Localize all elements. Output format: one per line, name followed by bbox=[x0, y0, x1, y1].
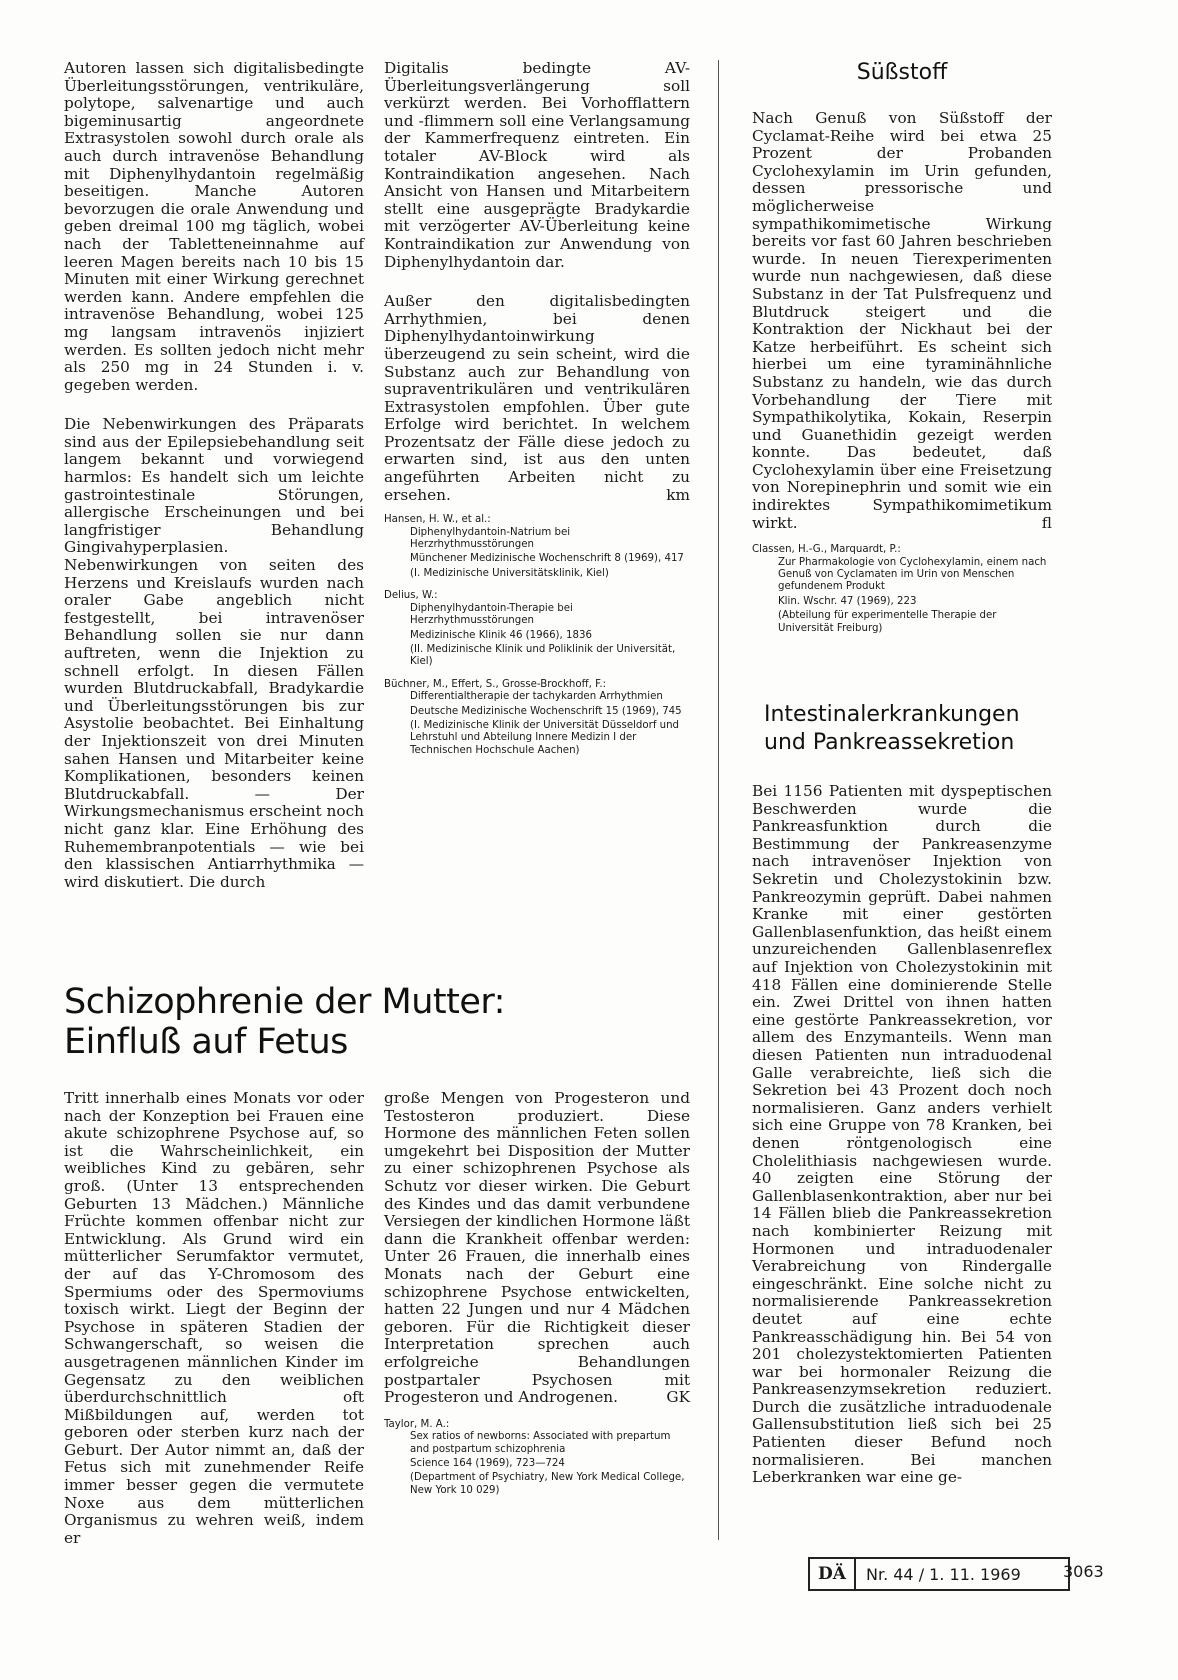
article-title bbox=[64, 982, 704, 1062]
reference-source: Science 164 (1969), 723—724 bbox=[410, 1457, 565, 1469]
column-divider bbox=[718, 60, 719, 1540]
col2-paragraph-1: Digitalis bedingte AV-Überleitungsverlängerung soll verkürzt werden. Bei Vorhofflattern und -flimmern soll eine Verlangsamung der Kammerfrequenz eintreten. Ein totaler AV-Block wird als Kontraindikation angesehen. Nach Ansicht von Hansen und Mitarbeitern stellt eine ausgeprägte Bradykardie mit verzögerter AV-Überleitung keine Kontraindikation zur Anwendung von Diphenylhydantoin dar. bbox=[384, 59, 690, 271]
journal-abbrev: DÄ bbox=[810, 1559, 856, 1589]
col3-signature: fl bbox=[1041, 513, 1052, 532]
reference-source: Medizinische Klinik 46 (1966), 1836 bbox=[410, 629, 592, 641]
reference bbox=[384, 514, 690, 580]
article-right-text: große Mengen von Progesteron und Testosteron produziert. Diese Hormone des männlichen Feten sollen umgekehrt bei Disposition der Mutter zu einer schizophrenen Psychose als Schutz vor dieser wirken. Die Geburt des Kindes und das damit verbundene Versiegen der kindlichen Hormone läßt dann die Krankheit offenbar werden: Unter 26 Frauen, die innerhalb eines Monats nach der Geburt eine schizophrene Psychose entwickelten, hatten 22 Jungen und nur 4 Mädchen geboren. Für die Richtigkeit dieser Interpretation sprechen auch erfolgreiche Behandlungen postpartaler Psychosen mit Progesteron und Androgenen. bbox=[384, 1089, 690, 1407]
reference-title: Diphenylhydantoin-Therapie bei Herzrhythmusstörungen bbox=[410, 602, 573, 627]
reference bbox=[384, 679, 690, 757]
reference-institution: (Department of Psychiatry, New York Medical College, New York 10 029) bbox=[410, 1472, 685, 1496]
col2-signature: km bbox=[666, 485, 690, 504]
col3-reference bbox=[752, 544, 1052, 635]
issue-label: Nr. 44 / 1. 11. 1969 bbox=[866, 1564, 1021, 1584]
reference-source: Klin. Wschr. 47 (1969), 223 bbox=[778, 595, 917, 607]
article-right-paragraph bbox=[384, 1090, 690, 1407]
column-2 bbox=[384, 60, 690, 910]
reference-title: Zur Pharmakologie von Cyclohexylamin, einem nach Genuß von Cyclamaten im Urin von Menschen gefundenem Produkt bbox=[778, 556, 1047, 593]
reference bbox=[752, 544, 1052, 635]
col3-paragraph-1 bbox=[752, 110, 1052, 532]
page-number: 3063 bbox=[1063, 1562, 1104, 1581]
reference-title: Sex ratios of newborns: Associated with prepartum and postpartum schizophrenia bbox=[410, 1431, 671, 1455]
reference-institution: (Abteilung für experimentelle Therapie der Universität Freiburg) bbox=[778, 610, 997, 634]
article-left-text: Tritt innerhalb eines Monats vor oder nach der Konzeption bei Frauen eine akute schizophrene Psychose auf, so ist die Wahrscheinlichkeit, ein weibliches Kind zu gebären, sehr groß. (Unter 13 entsprechenden Geburten 13 Mädchen.) Männliche Früchte kommen offenbar nicht zur Entwicklung. Als Grund wird ein mütterlicher Serumfaktor vermutet, der auf das Y-Chromosom des Spermiums oder des Spermoviums toxisch wirkt. Liegt der Beginn der Psychose in späteren Stadien der Schwangerschaft, so weisen die ausgetragenen männlichen Kinder im Gegensatz zu den weiblichen überdurchschnittlich oft Mißbildungen auf, werden tot geboren oder sterben kurz nach der Geburt. Der Autor nimmt an, daß der Fetus sich mit zunehmender Reife immer besser gegen die vermutete Noxe aus dem mütterlichen Organismus zu wehren weiß, indem er bbox=[64, 1089, 364, 1547]
reference-author: Hansen, H. W., et al.: bbox=[384, 514, 491, 526]
article-column-left bbox=[64, 1090, 364, 1550]
article-reference bbox=[384, 1419, 690, 1497]
section-title-line-1: Intestinalerkrankungen bbox=[764, 702, 1020, 728]
article-signature: GK bbox=[666, 1388, 690, 1407]
article-title-line-2: Einfluß auf Fetus bbox=[64, 1022, 348, 1062]
col2-paragraph-2-text: Außer den digitalisbedingten Arrhythmien, bei denen Diphenylhydantoinwirkung überzeugend zu sein scheint, wird die Substanz auch zur Behandlung von supraventrikulären und ventrikulären Extrasystolen empfohlen. Über gute Erfolge wird berichtet. In welchem Prozentsatz der Fälle diese jedoch zu erwarten sind, ist aus den unten angeführten Arbeiten nicht zu ersehen. bbox=[384, 292, 690, 504]
reference-author: Büchner, M., Effert, S., Grosse-Brockhoff, F.: bbox=[384, 678, 607, 690]
column-3 bbox=[752, 60, 1052, 1550]
article-title-line-1: Schizophrenie der Mutter: bbox=[64, 982, 505, 1022]
section-title-suessstoff: Süßstoff bbox=[856, 60, 948, 85]
col3-paragraph-2: Bei 1156 Patienten mit dyspeptischen Beschwerden wurde die Pankreasfunktion durch die Bestimmung der Pankreasenzyme nach intravenöser Injektion von Sekretin und Cholezystokinin bzw. Pankreozymin geprüft. Dabei nahmen Kranke mit einer gestörten Gallenblasenfunktion, das heißt einem unzureichenden Gallenblasenreflex auf Injektion von Cholezystokinin mit 418 Fällen eine dominierende Stelle ein. Zwei Drittel von ihnen hatten eine gestörte Pankreassekretion, vor allem des Enzymanteils. Wenn man diesen Patienten nun intraduodenal Galle verabreichte, ließ sich die Sekretion bei 43 Prozent doch noch normalisieren. Ganz anders verhielt sich eine Gruppe von 78 Kranken, bei denen röntgenologisch eine Cholelithiasis nachgewiesen wurde. 40 zeigten eine Störung der Gallenblasenkontraktion, aber nur bei 14 Fällen blieb die Pankreassekretion nach kombinierter Reizung mit Hormonen und intraduodenaler Verabreichung von Rindergalle eingeschränkt. Eine solche nicht zu normalisierende Pankreassekretion deutet auf eine echte Pankreasschädigung hin. Bei 54 von 201 cholezystektomierten Patienten war bei hormonaler Reizung die Pankreasenzymsekretion reduziert. Durch die zusätzliche intraduodenale Gallensubstitution ließ sich bei 25 Patienten dieser Befund noch normalisieren. Bei manchen Leberkranken war eine ge- bbox=[752, 782, 1052, 1487]
reference bbox=[384, 1419, 690, 1497]
reference-institution: (I. Medizinische Universitätsklinik, Kiel) bbox=[410, 567, 609, 579]
reference bbox=[384, 590, 690, 668]
col2-references bbox=[384, 514, 690, 757]
reference-author: Classen, H.-G., Marquardt, P.: bbox=[752, 544, 901, 556]
reference-source: Deutsche Medizinische Wochenschrift 15 (1969), 745 bbox=[410, 705, 682, 717]
column-1 bbox=[64, 59, 364, 891]
reference-author: Taylor, M. A.: bbox=[384, 1418, 450, 1430]
col1-paragraph-1: Autoren lassen sich digitalisbedingte Überleitungsstörungen, ventrikuläre, polytope, salvenartige und auch bigeminusartig angeordnete Extrasystolen sowohl durch orale als auch durch intravenöse Behandlung mit Diphenylhydantoin regelmäßig beseitigen. Manche Autoren bevorzugen die orale Anwendung und geben dreimal 100 mg täglich, wobei nach der Tabletteneinnahme auf leeren Magen bereits nach 10 bis 15 Minuten mit einer Wirkung gerechnet werden kann. Andere empfehlen die intravenöse Behandlung, wobei 125 mg langsam intravenös injiziert werden. Es sollten jedoch nicht mehr als 250 mg in 24 Stunden i. v. gegeben werden. bbox=[64, 59, 364, 394]
reference-source: Münchener Medizinische Wochenschrift 8 (1969), 417 bbox=[410, 553, 684, 565]
reference-title: Diphenylhydantoin-Natrium bei Herzrhythmusstörungen bbox=[410, 526, 571, 551]
section-title-intestinal bbox=[752, 701, 1052, 757]
article-column-right bbox=[384, 1090, 690, 1550]
reference-author: Delius, W.: bbox=[384, 590, 438, 602]
reference-institution: (II. Medizinische Klinik und Poliklinik der Universität, Kiel) bbox=[410, 643, 676, 668]
col3-paragraph-1-text: Nach Genuß von Süßstoff der Cyclamat-Reihe wird bei etwa 25 Prozent der Probanden Cyclohexylamin im Urin gefunden, dessen pressorische und möglicherweise sympathikomimetische Wirkung bereits vor fast 60 Jahren beschrieben wurde. In neuen Tierexperimenten wurde nun nachgewiesen, daß diese Substanz in der Tat Pulsfrequenz und Blutdruck steigert und die Kontraktion der Nickhaut bei der Katze herbeiführt. Es scheint sich hierbei um eine tyraminähnliche Substanz zu handeln, wie das durch Vorbehandlung der Tiere mit Sympathikolytika, Kokain, Reserpin und Guanethidin gezeigt werden konnte. Das bedeutet, daß Cyclohexylamin über eine Freisetzung von Norepinephrin und somit wie ein indirektes Sympathikomimetikum wirkt. bbox=[752, 109, 1052, 532]
section-title-line-2: und Pankreassekretion bbox=[764, 730, 1015, 756]
col2-paragraph-2 bbox=[384, 293, 690, 504]
reference-title: Differentialtherapie der tachykarden Arrhythmien bbox=[410, 691, 663, 703]
footer-issue-box bbox=[808, 1557, 1070, 1591]
reference-institution: (I. Medizinische Klinik der Universität Düsseldorf und Lehrstuhl und Abteilung Innere Medizin I der Technischen Hochschule Aachen) bbox=[410, 719, 680, 756]
col1-paragraph-2: Die Nebenwirkungen des Präparats sind aus der Epilepsiebehandlung seit langem bekannt und vorwiegend harmlos: Es handelt sich um leichte gastrointestinale Störungen, allergische Erscheinungen und bei langfristiger Behandlung Gingivahyperplasien. Nebenwirkungen von seiten des Herzens und Kreislaufs wurden nach oraler Gabe angeblich nicht festgestellt, bei intravenöser Behandlung sollen sie nur dann auftreten, wenn die Injektion zu schnell erfolgt. In diesen Fällen wurden Blutdruckabfall, Bradykardie und Überleitungsstörungen bis zur Asystolie beobachtet. Bei Einhaltung der Injektionszeit von drei Minuten sahen Hansen und Mitarbeiter keine Komplikationen, besonders keinen Blutdruckabfall. — Der Wirkungsmechanismus erscheint noch nicht ganz klar. Eine Erhöhung des Ruhemembranpotentials — wie bei den klassischen Antiarrhythmika — wird diskutiert. Die durch bbox=[64, 415, 364, 891]
